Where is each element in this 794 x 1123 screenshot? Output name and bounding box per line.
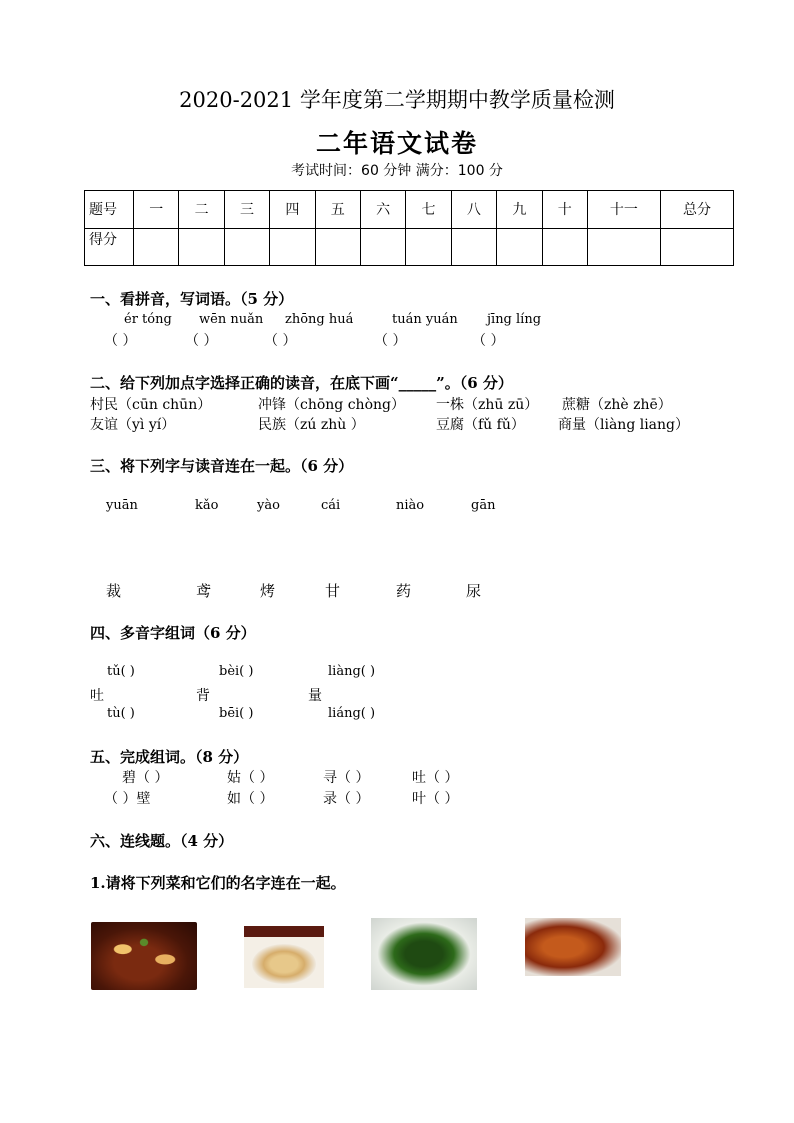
pinyin-item: ér tóng	[124, 312, 172, 327]
col-11: 十一	[587, 191, 660, 229]
answer-bracket[interactable]: （ ）	[185, 333, 218, 349]
score-cell[interactable]	[542, 228, 587, 266]
answer-bracket[interactable]: （ ）	[374, 333, 407, 349]
reading-choice[interactable]: 村民（cūn chūn）	[90, 397, 212, 413]
reading-choice[interactable]: 冲锋（chōng chòng）	[258, 397, 405, 413]
score-cell[interactable]	[406, 228, 451, 266]
pinyin-item[interactable]: niào	[396, 498, 425, 513]
character-item[interactable]: 药	[396, 582, 412, 600]
section-4-heading: 四、多音字组词（6 分）	[90, 624, 256, 642]
score-cell[interactable]	[179, 228, 224, 266]
character-item[interactable]: 烤	[260, 582, 276, 600]
score-cell[interactable]	[660, 228, 733, 266]
dish-photo-dumplings[interactable]	[244, 926, 324, 988]
character-item[interactable]: 尿	[466, 582, 482, 600]
reading-choice[interactable]: 商量（liàng liang）	[558, 417, 690, 433]
pinyin-item: wēn nuǎn	[199, 312, 264, 327]
score-cell[interactable]	[270, 228, 315, 266]
section-5-heading: 五、完成组词。（8 分）	[90, 748, 249, 766]
section-3-heading: 三、将下列字与读音连在一起。（6 分）	[90, 457, 354, 475]
col-3: 三	[224, 191, 269, 229]
word-completion[interactable]: （ ）壁	[104, 791, 151, 807]
reading-choice[interactable]: 豆腐（fǔ fǔ）	[436, 417, 525, 433]
col-8: 八	[451, 191, 496, 229]
character-item[interactable]: 裁	[106, 582, 122, 600]
col-1: 一	[134, 191, 179, 229]
score-cell[interactable]	[451, 228, 496, 266]
polyphone-answer[interactable]: bèi( )	[219, 664, 254, 679]
question-number-label: 题号	[85, 191, 134, 229]
col-6: 六	[360, 191, 405, 229]
pinyin-item[interactable]: kǎo	[195, 498, 219, 513]
score-table	[84, 190, 734, 266]
exam-title: 2020-2021 学年度第二学期期中教学质量检测	[179, 88, 615, 112]
answer-bracket[interactable]: （ ）	[472, 333, 505, 349]
reading-choice[interactable]: 一株（zhū zū）	[436, 397, 539, 413]
word-completion[interactable]: 录（ ）	[323, 791, 370, 807]
answer-bracket[interactable]: （ ）	[104, 333, 137, 349]
score-cell[interactable]	[360, 228, 405, 266]
word-completion[interactable]: 碧（ ）	[122, 770, 169, 786]
col-10: 十	[542, 191, 587, 229]
reading-choice[interactable]: 民族（zú zhù ）	[258, 417, 365, 433]
col-9: 九	[497, 191, 542, 229]
pinyin-item[interactable]: gān	[471, 498, 496, 513]
dish-photo-spinach[interactable]	[371, 918, 477, 990]
pinyin-item: jīng líng	[487, 312, 542, 327]
answer-bracket[interactable]: （ ）	[264, 333, 297, 349]
exam-subject-title: 二年语文试卷	[315, 129, 478, 158]
reading-choice[interactable]: 友谊（yì yí）	[90, 417, 176, 433]
pinyin-item: zhōng huá	[285, 312, 354, 327]
word-completion[interactable]: 如（ ）	[227, 791, 274, 807]
section-2-heading: 二、给下列加点字选择正确的读音，在底下画“_____”。（6 分）	[90, 374, 513, 392]
character-item[interactable]: 鸢	[196, 582, 212, 600]
question-6-1: 1.请将下列菜和它们的名字连在一起。	[90, 874, 346, 892]
polyphone-character: 吐	[90, 688, 104, 704]
character-item[interactable]: 甘	[325, 582, 341, 600]
polyphone-answer[interactable]: tǔ( )	[107, 664, 135, 679]
polyphone-answer[interactable]: bēi( )	[219, 706, 254, 721]
col-5: 五	[315, 191, 360, 229]
pinyin-item[interactable]: yuān	[106, 498, 138, 513]
section-6-heading: 六、连线题。（4 分）	[90, 832, 234, 850]
dish-photo-roast-duck[interactable]	[525, 918, 621, 976]
total-label: 总分	[660, 191, 733, 229]
reading-choice[interactable]: 蔗糖（zhè zhē）	[562, 397, 672, 413]
col-4: 四	[270, 191, 315, 229]
col-2: 二	[179, 191, 224, 229]
score-cell[interactable]	[224, 228, 269, 266]
word-completion[interactable]: 吐（ ）	[412, 770, 459, 786]
score-table-score-row	[85, 228, 734, 266]
polyphone-answer[interactable]: tù( )	[107, 706, 135, 721]
score-label: 得分	[85, 228, 134, 266]
pinyin-item[interactable]: yào	[257, 498, 280, 513]
word-completion[interactable]: 寻（ ）	[323, 770, 370, 786]
polyphone-character: 背	[196, 688, 210, 704]
score-table-header-row	[85, 191, 734, 229]
pinyin-item[interactable]: cái	[321, 498, 341, 513]
score-cell[interactable]	[134, 228, 179, 266]
section-1-heading: 一、看拼音，写词语。（5 分）	[90, 290, 294, 308]
score-cell[interactable]	[315, 228, 360, 266]
polyphone-character: 量	[308, 688, 322, 704]
col-7: 七	[406, 191, 451, 229]
pinyin-item: tuán yuán	[392, 312, 458, 327]
word-completion[interactable]: 姑（ ）	[227, 770, 274, 786]
polyphone-answer[interactable]: liàng( )	[328, 664, 376, 679]
polyphone-answer[interactable]: liáng( )	[328, 706, 376, 721]
dish-photo-braised-eggplant[interactable]	[91, 922, 197, 990]
score-cell[interactable]	[497, 228, 542, 266]
score-cell[interactable]	[587, 228, 660, 266]
exam-info: 考试时间：60 分钟 满分：100 分	[291, 163, 503, 179]
dish-plate	[252, 944, 316, 984]
word-completion[interactable]: 叶（ ）	[412, 791, 459, 807]
